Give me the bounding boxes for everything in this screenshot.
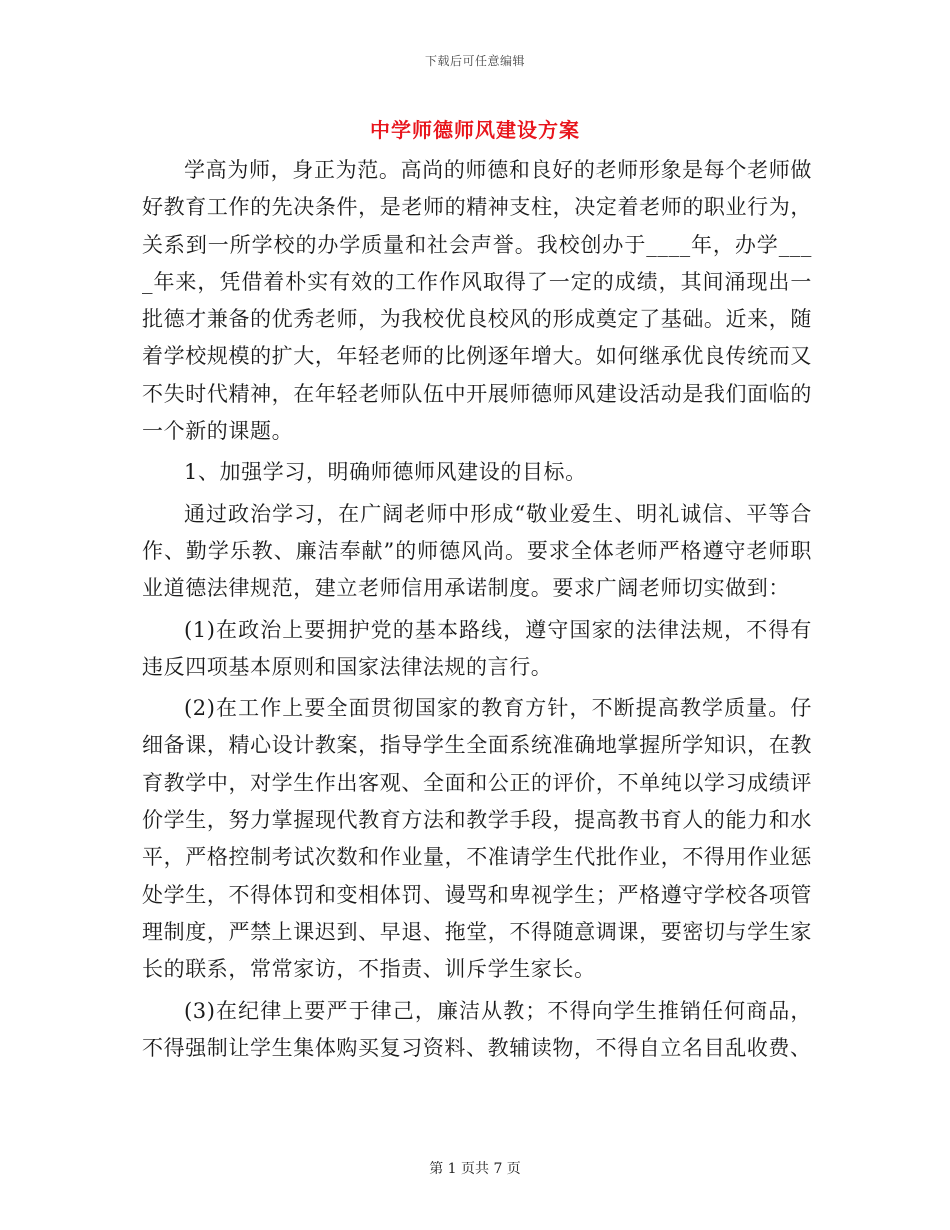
requirement-item-2: (2)在工作上要全面贯彻国家的教育方针，不断提高教学质量。仔细备课，精心设计教案，指导学生全面系统准确地掌握所学知识，在教育教学中，对学生作出客观、全面和公正的评价，不单纯以学习成绩评价学生，努力掌握现代教育方法和教学手段，提高教书育人的能力和水平，严格控制考试次数和作业量，不准请学生代批作业，不得用作业惩处学生，不得体罚和变相体罚、谩骂和卑视学生；严格遵守学校各项管理制度，严禁上课迟到、早退、拖堂，不得随意调课，要密切与学生家长的联系，常常家访，不指责、训斥学生家长。 xyxy=(142,696,812,982)
document-title: 中学师德师风建设方案 xyxy=(370,118,580,142)
study-paragraph: 通过政治学习，在广阔老师中形成“敬业爱生、明礼诚信、平等合作、勤学乐教、廉洁奉献”的师德风尚。要求全体老师严格遵守老师职业道德法律规范，建立老师信用承诺制度。要求广阔老师切实做到： xyxy=(142,501,812,601)
document-body xyxy=(142,152,812,1067)
requirement-item-3: (3)在纪律上要严于律己，廉洁从教；不得向学生推销任何商品，不得强制让学生集体购买复习资料、教辅读物，不得自立名目乱收费、 xyxy=(142,998,812,1060)
requirement-item-1: (1)在政治上要拥护党的基本路线，遵守国家的法律法规，不得有违反四项基本原则和国家法律法规的言行。 xyxy=(142,617,812,679)
intro-paragraph: 学高为师，身正为范。高尚的师德和良好的老师形象是每个老师做好教育工作的先决条件，是老师的精神支柱，决定着老师的职业行为，关系到一所学校的办学质量和社会声誉。我校创办于____年，办学____年来，凭借着朴实有效的工作作风取得了一定的成绩，其间涌现出一批德才兼备的优秀老师，为我校优良校风的形成奠定了基础。近来，随着学校规模的扩大，年轻老师的比例逐年增大。如何继承优良传统而又不失时代精神，在年轻老师队伍中开展师德师风建设活动是我们面临的一个新的课题。 xyxy=(142,158,812,444)
page-number: 第 1 页共 7 页 xyxy=(429,1161,521,1177)
section-heading-1: 1、加强学习，明确师德师风建设的目标。 xyxy=(184,460,587,485)
page-header-note: 下载后可任意编辑 xyxy=(424,54,525,68)
